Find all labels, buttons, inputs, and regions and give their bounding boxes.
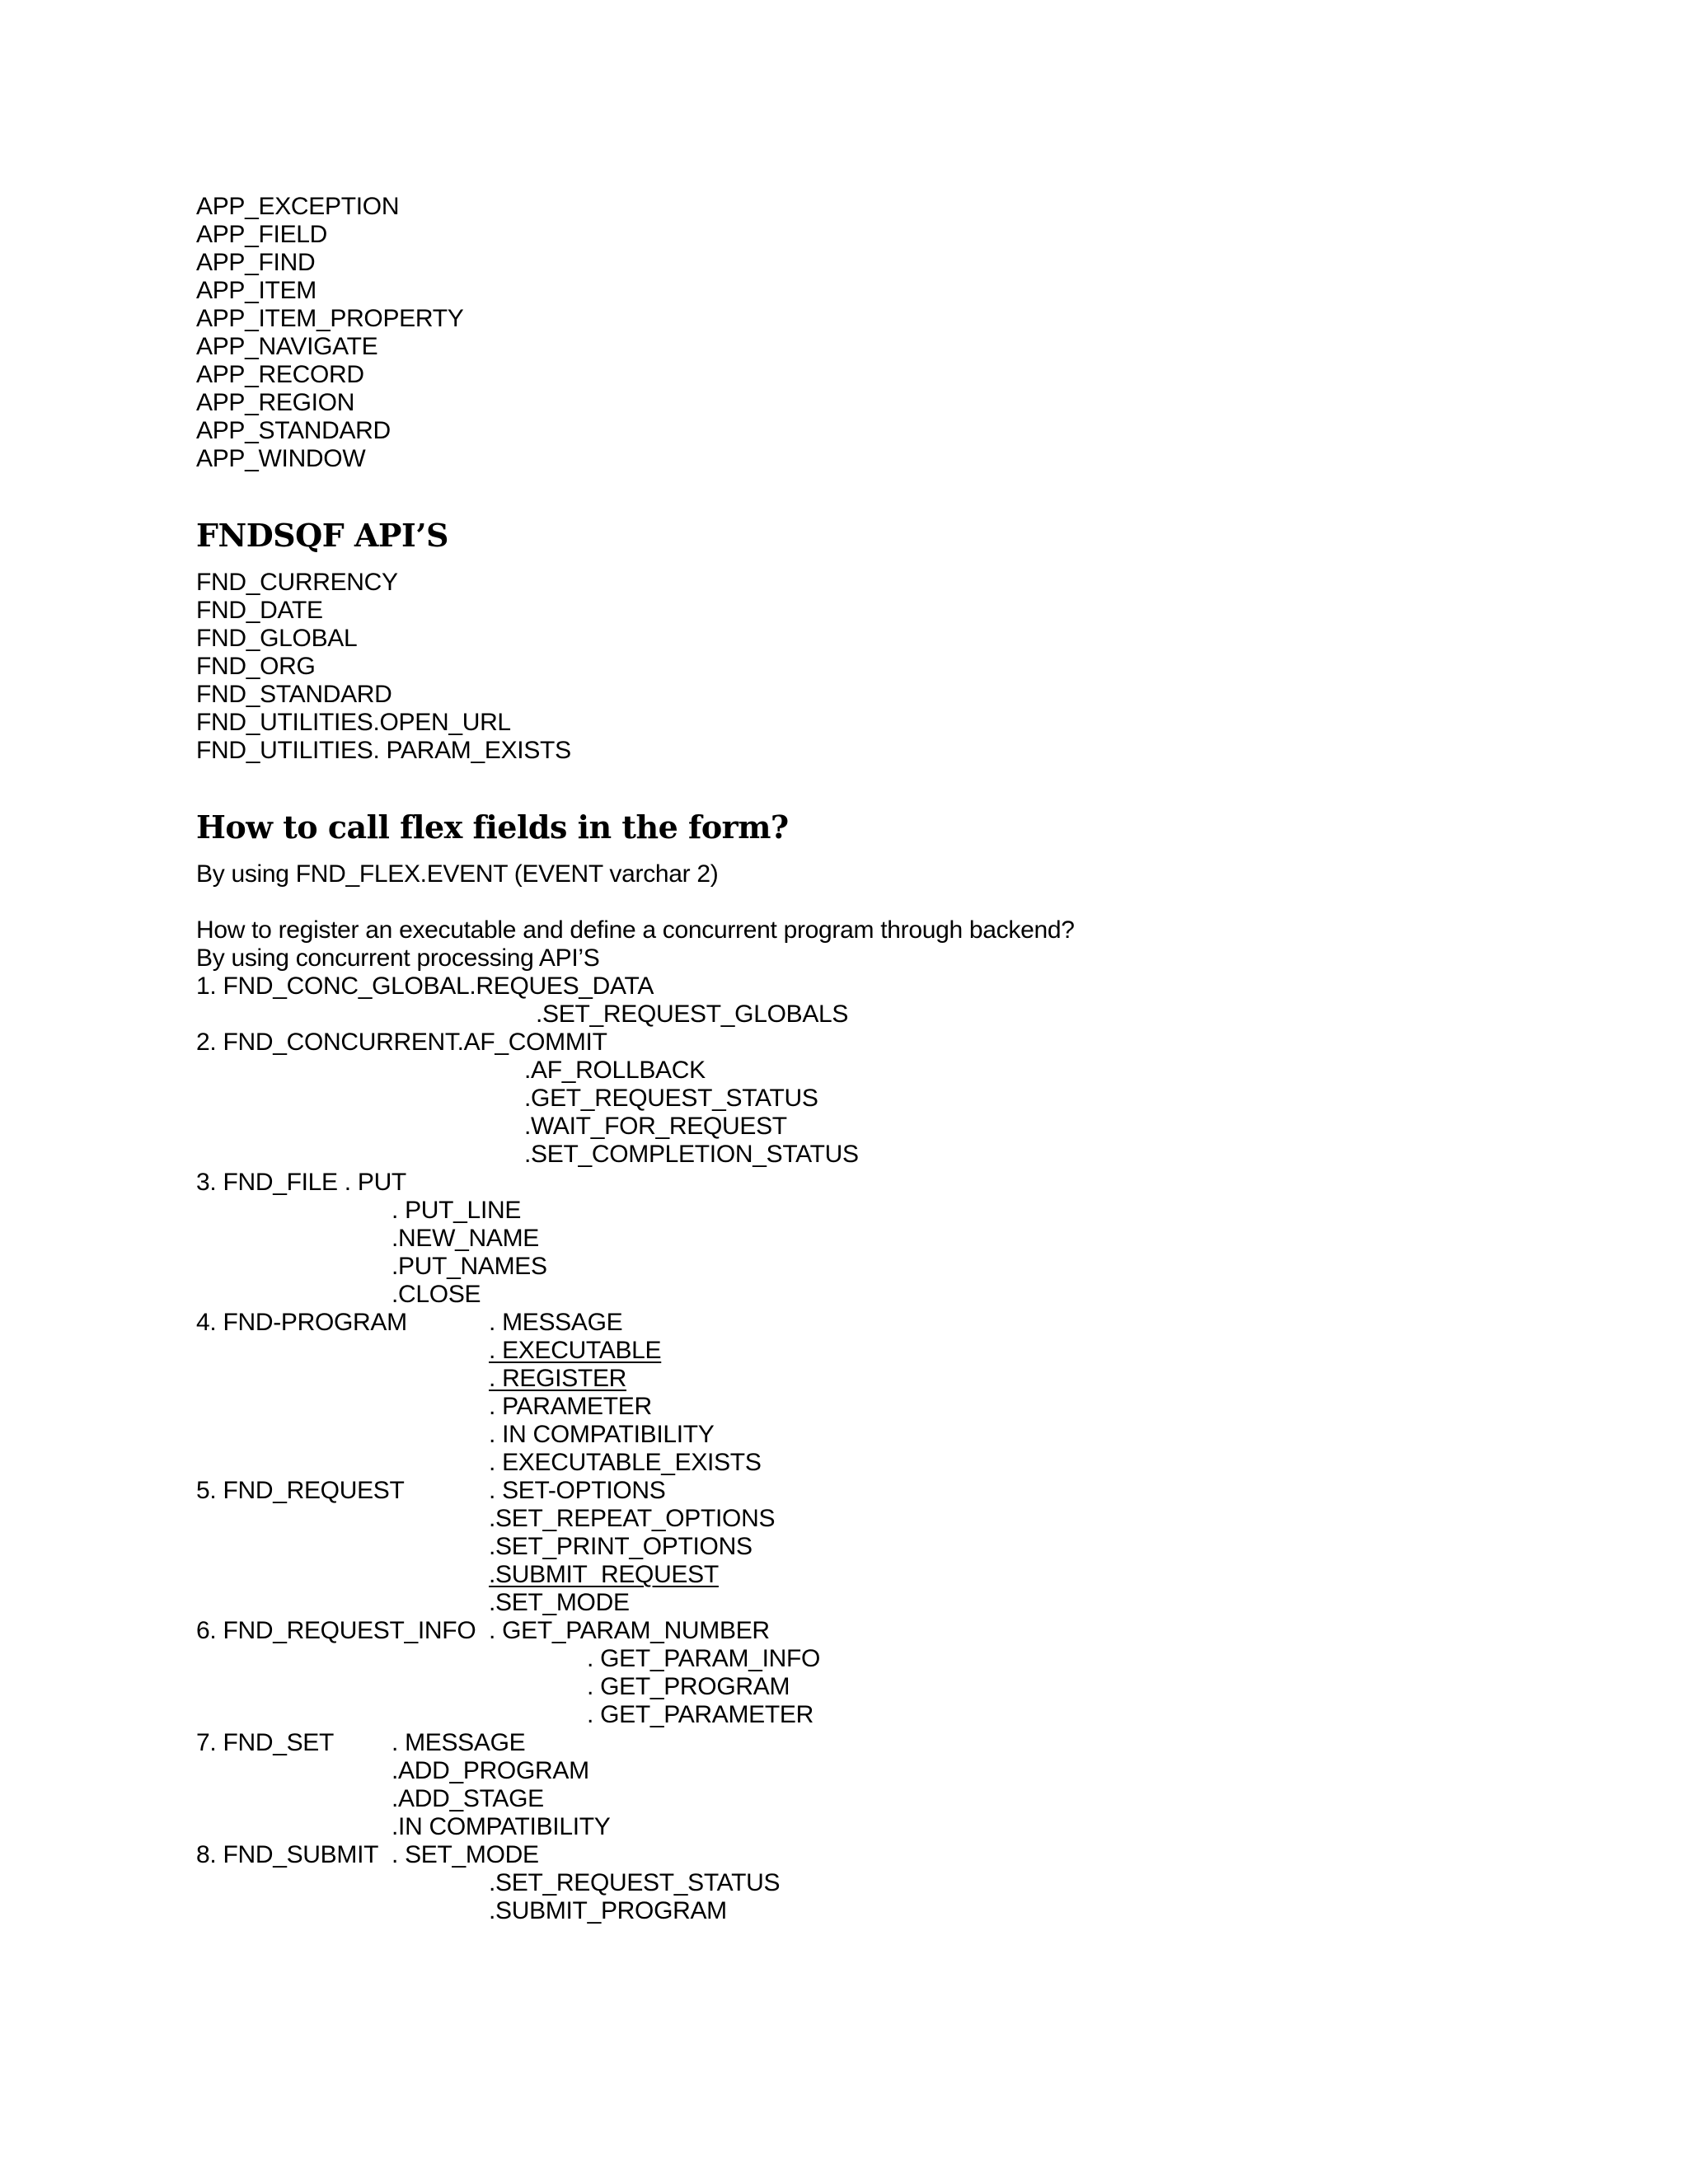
api-method: .SET_MODE bbox=[489, 1589, 630, 1616]
fnd-list-item: FND_UTILITIES.OPEN_URL bbox=[196, 709, 511, 736]
api-method: .SUBMIT_PROGRAM bbox=[489, 1897, 727, 1924]
api-method: .GET_REQUEST_STATUS bbox=[524, 1085, 818, 1112]
fnd-list-item: FND_DATE bbox=[196, 597, 323, 624]
api-method: .SET_COMPLETION_STATUS bbox=[524, 1141, 859, 1168]
api-method: . IN COMPATIBILITY bbox=[489, 1421, 715, 1448]
app-list-item: APP_ITEM bbox=[196, 277, 316, 304]
api-method: .SET_REQUEST_GLOBALS bbox=[536, 1001, 849, 1028]
api-method: . GET_PROGRAM bbox=[587, 1673, 790, 1700]
api-name: 8. FND_SUBMIT bbox=[196, 1841, 379, 1868]
api-method: .PUT_NAMES bbox=[392, 1253, 547, 1280]
fnd-list-item: FND_GLOBAL bbox=[196, 625, 358, 652]
api-method: . GET_PARAMETER bbox=[587, 1701, 814, 1728]
api-method: .WAIT_FOR_REQUEST bbox=[524, 1113, 787, 1140]
flex-fields-answer: By using FND_FLEX.EVENT (EVENT varchar 2) bbox=[196, 860, 719, 888]
api-method: . MESSAGE bbox=[489, 1309, 623, 1336]
fndsqf-heading: FNDSQF API’S bbox=[196, 517, 448, 554]
app-list-item: APP_EXCEPTION bbox=[196, 193, 400, 220]
api-name: 1. FND_CONC_GLOBAL.REQUES_DATA bbox=[196, 972, 654, 1000]
api-method-link[interactable]: .SUBMIT_REQUEST bbox=[489, 1561, 719, 1588]
fnd-list-item: FND_UTILITIES. PARAM_EXISTS bbox=[196, 737, 571, 764]
fnd-list-item: FND_STANDARD bbox=[196, 681, 392, 708]
api-method: . PARAMETER bbox=[489, 1393, 652, 1420]
api-method-link[interactable]: . REGISTER bbox=[489, 1365, 627, 1392]
api-method: .SET_PRINT_OPTIONS bbox=[489, 1533, 753, 1560]
register-answer: By using concurrent processing API’S bbox=[196, 944, 600, 972]
register-question: How to register an executable and define a concurrent program through backend? bbox=[196, 916, 1075, 944]
api-method: . SET_MODE bbox=[392, 1841, 539, 1868]
api-method: . GET_PARAM_INFO bbox=[587, 1645, 821, 1672]
app-list-item: APP_RECORD bbox=[196, 361, 364, 388]
api-method: .IN COMPATIBILITY bbox=[392, 1813, 611, 1840]
api-method: .CLOSE bbox=[392, 1281, 481, 1308]
api-name: 4. FND-PROGRAM bbox=[196, 1309, 407, 1336]
app-list-item: APP_REGION bbox=[196, 389, 355, 416]
api-name: 7. FND_SET bbox=[196, 1729, 335, 1756]
api-method: . GET_PARAM_NUMBER bbox=[489, 1617, 770, 1644]
api-method: .AF_ROLLBACK bbox=[524, 1057, 706, 1084]
api-method: .ADD_STAGE bbox=[392, 1785, 544, 1812]
api-name: 5. FND_REQUEST bbox=[196, 1477, 405, 1504]
api-method: .NEW_NAME bbox=[392, 1225, 539, 1252]
api-method-link[interactable]: . EXECUTABLE bbox=[489, 1337, 662, 1364]
fnd-list-item: FND_CURRENCY bbox=[196, 569, 398, 596]
api-method: .SET_REPEAT_OPTIONS bbox=[489, 1505, 776, 1532]
api-method: . PUT_LINE bbox=[392, 1197, 522, 1224]
app-list-item: APP_FIND bbox=[196, 249, 316, 276]
flex-fields-heading: How to call flex fields in the form? bbox=[196, 808, 789, 846]
api-method: . EXECUTABLE_EXISTS bbox=[489, 1449, 762, 1476]
api-name: 2. FND_CONCURRENT.AF_COMMIT bbox=[196, 1029, 607, 1056]
app-list-item: APP_STANDARD bbox=[196, 417, 391, 444]
app-list-item: APP_WINDOW bbox=[196, 445, 366, 472]
app-list-item: APP_NAVIGATE bbox=[196, 333, 378, 360]
api-method: . MESSAGE bbox=[392, 1729, 526, 1756]
api-method: .ADD_PROGRAM bbox=[392, 1757, 589, 1784]
api-name: 3. FND_FILE . PUT bbox=[196, 1169, 406, 1196]
app-list-item: APP_FIELD bbox=[196, 221, 328, 248]
api-method: .SET_REQUEST_STATUS bbox=[489, 1869, 781, 1896]
fnd-list-item: FND_ORG bbox=[196, 653, 316, 680]
api-method: . SET-OPTIONS bbox=[489, 1477, 666, 1504]
api-name: 6. FND_REQUEST_INFO bbox=[196, 1617, 476, 1644]
app-list-item: APP_ITEM_PROPERTY bbox=[196, 305, 464, 332]
